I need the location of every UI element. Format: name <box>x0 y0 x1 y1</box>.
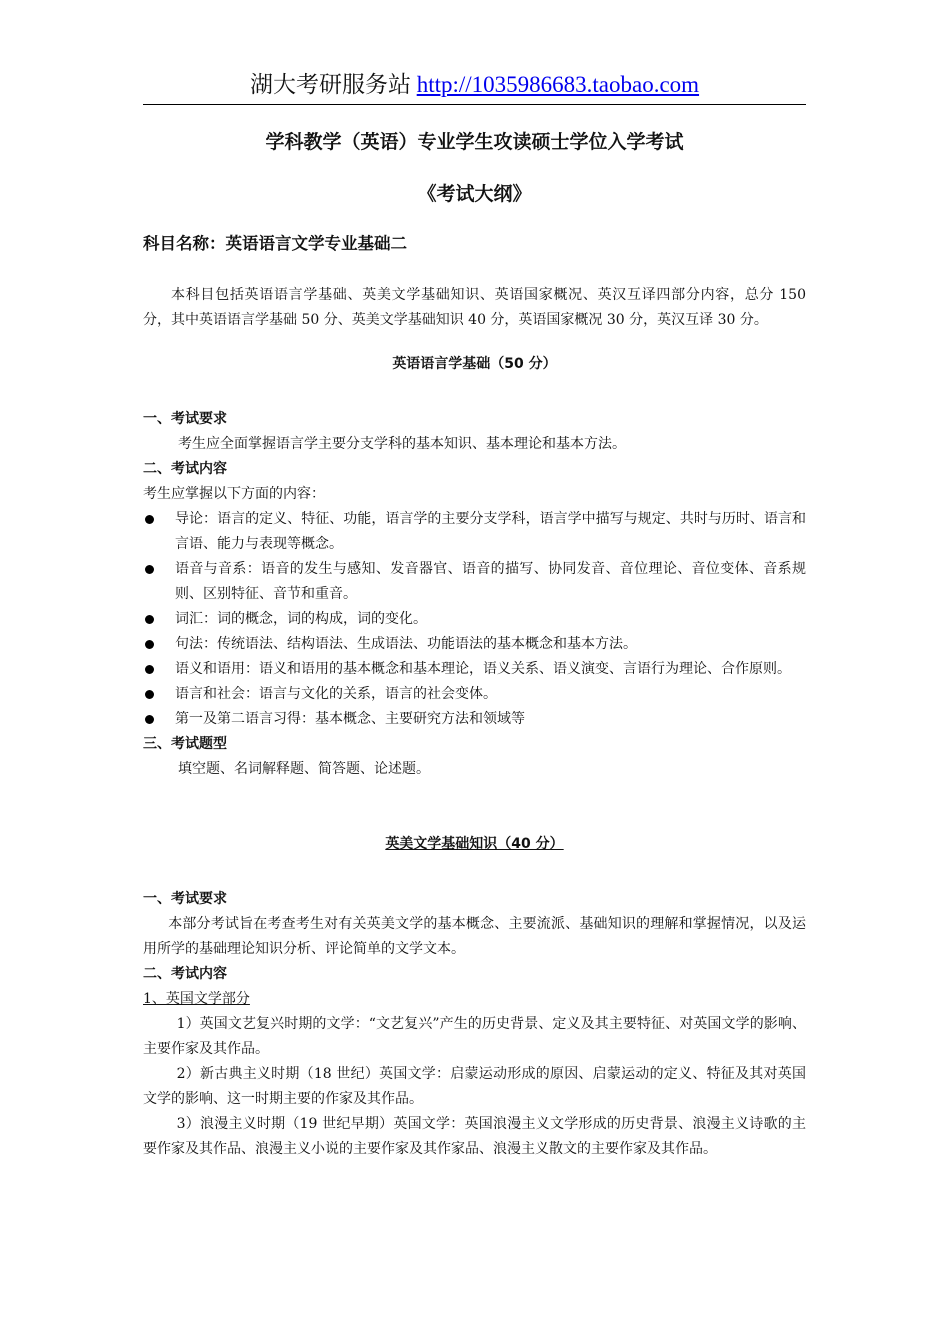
linguistics-requirements-heading: 一、考试要求 <box>143 411 227 427</box>
list-item: 导论：语言的定义、特征、功能，语言学的主要分支学科，语言学中描写与规定、共时与历时、语言和言语、能力与表现等概念。 <box>143 507 806 557</box>
list-item: 语音与音系：语音的发生与感知、发音器官、语音的描写、协同发音、音位理论、音位变体、音系规则、区别特征、音节和重音。 <box>143 557 806 607</box>
list-item: 1）英国文艺复兴时期的文学：“文艺复兴”产生的历史背景、定义及其主要特征、对英国文学的影响、主要作家及其作品。 <box>143 1016 806 1057</box>
section-linguistics-title: 英语语言学基础（50 分） <box>392 356 557 372</box>
list-item: 2）新古典主义时期（18 世纪）英国文学：启蒙运动形成的原因、启蒙运动的定义、特征及其对英国文学的影响、这一时期主要的作家及其作品。 <box>143 1066 806 1107</box>
bullet-dot-icon <box>145 715 154 724</box>
list-item: 语言和社会：语言与文化的关系，语言的社会变体。 <box>143 682 806 707</box>
list-item: 句法：传统语法、结构语法、生成语法、功能语法的基本概念和基本方法。 <box>143 632 806 657</box>
linguistics-content-heading: 二、考试内容 <box>143 461 227 477</box>
linguistics-content-intro: 考生应掌握以下方面的内容： <box>143 486 325 502</box>
section-literature-title: 英美文学基础知识（40 分） <box>385 836 564 852</box>
bullet-dot-icon <box>145 615 154 624</box>
list-item: 第一及第二语言习得：基本概念、主要研究方法和领域等 <box>143 707 806 732</box>
bullet-dot-icon <box>145 690 154 699</box>
header-shop-link[interactable]: http://1035986683.taobao.com <box>416 72 700 97</box>
bullet-dot-icon <box>145 665 154 674</box>
document-subtitle: 《考试大纲》 <box>417 183 532 205</box>
document-body <box>143 232 806 1162</box>
linguistics-topic-list <box>143 507 806 732</box>
list-item: 语义和语用：语义和语用的基本概念和基本理论，语义关系、语义演变、言语行为理论、合作原则。 <box>143 657 806 682</box>
literature-requirements-text: 本部分考试旨在考查考生对有关英美文学的基本概念、主要流派、基础知识的理解和掌握情况，以及运用所学的基础理论知识分析、评论简单的文学文本。 <box>143 916 806 957</box>
bullet-dot-icon <box>145 565 154 574</box>
page-header <box>143 70 806 105</box>
literature-requirements-heading: 一、考试要求 <box>143 891 227 907</box>
linguistics-question-types-text: 填空题、名词解释题、简答题、论述题。 <box>178 761 430 777</box>
header-site-name: 湖大考研服务站 <box>249 72 411 97</box>
document-title: 学科教学（英语）专业学生攻读硕士学位入学考试 <box>265 131 684 153</box>
british-literature-subheading: 1、英国文学部分 <box>143 991 250 1007</box>
bullet-dot-icon <box>145 515 154 524</box>
bullet-dot-icon <box>145 640 154 649</box>
linguistics-question-types-heading: 三、考试题型 <box>143 736 227 752</box>
intro-paragraph: 本科目包括英语语言学基础、英美文学基础知识、英语国家概况、英汉互译四部分内容，总分 150 分，其中英语语言学基础 50 分、英美文学基础知识 40 分，英语国家概况 30 分，英汉互译 30 分。 <box>143 287 806 328</box>
subject-name: 科目名称：英语语言文学专业基础二 <box>143 234 407 253</box>
list-item: 3）浪漫主义时期（19 世纪早期）英国文学：英国浪漫主义文学形成的历史背景、浪漫主义诗歌的主要作家及其作品、浪漫主义小说的主要作家及其作家品、浪漫主义散文的主要作家及其作品。 <box>143 1116 806 1157</box>
linguistics-requirements-text: 考生应全面掌握语言学主要分支学科的基本知识、基本理论和基本方法。 <box>178 436 626 452</box>
literature-content-heading: 二、考试内容 <box>143 966 227 982</box>
list-item: 词汇：词的概念，词的构成，词的变化。 <box>143 607 806 632</box>
